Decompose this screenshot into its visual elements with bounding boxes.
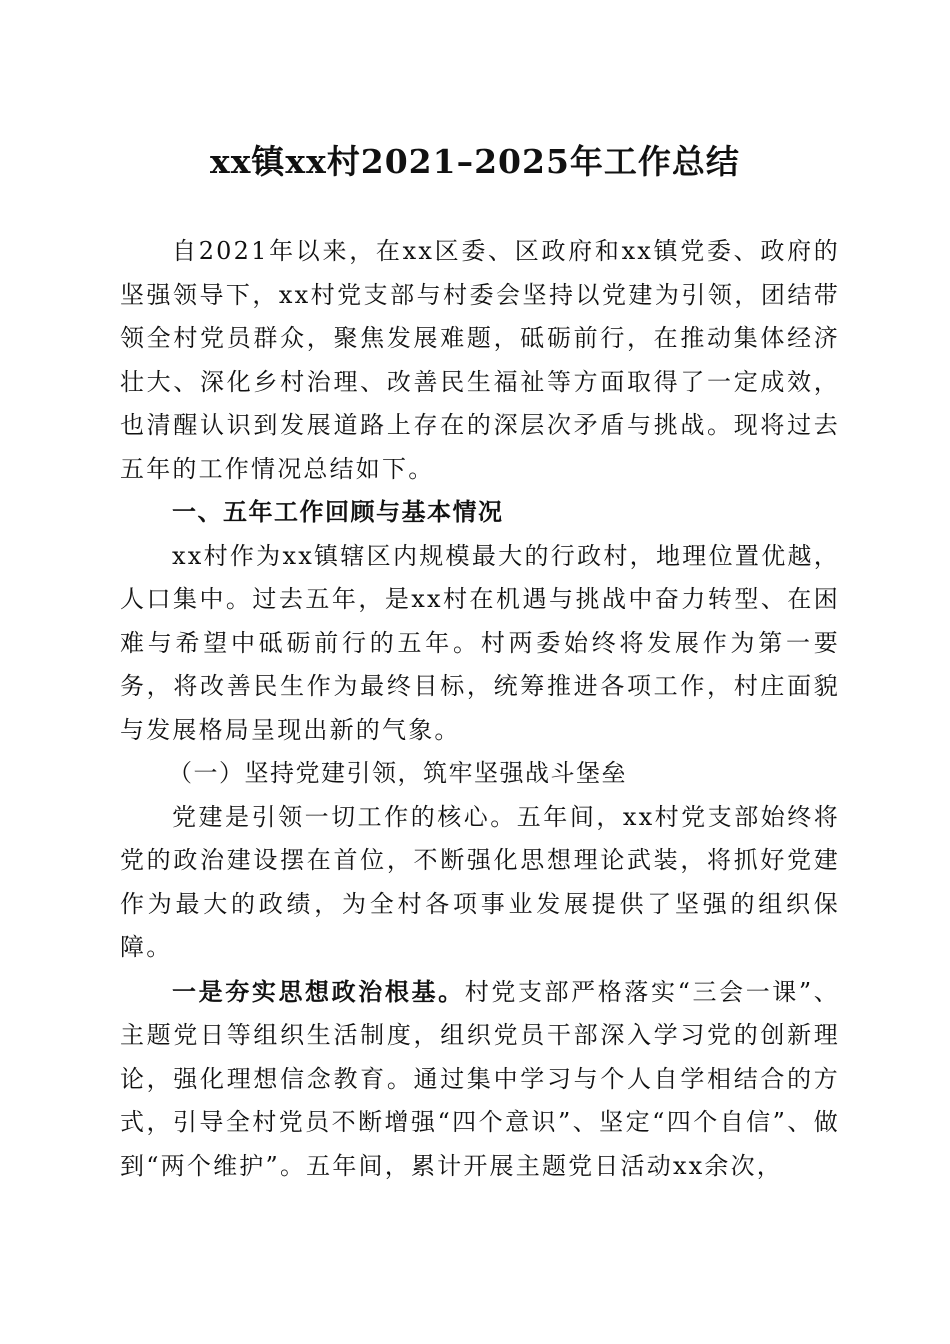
- point-ideology-text: 村党支部严格落实“三会一课”、主题党日等组织生活制度，组织党员干部深入学习党的创新理论，强化理想信念教育。通过集中学习与个人自学相结合的方式，引导全村党员不断增强“四个意识”、坚定“四个自信”、做到“两个维护”。五年间，累计开展主题党日活动xx余次，: [120, 977, 840, 1180]
- subsection-party-building-paragraph: 党建是引领一切工作的核心。五年间，xx村党支部始终将党的政治建设摆在首位，不断强化思想理论武装，将抓好党建作为最大的政绩，为全村各项事业发展提供了坚强的组织保障。: [120, 802, 840, 961]
- document-body: [120, 230, 840, 1188]
- section-heading-review: 一、五年工作回顾与基本情况: [172, 498, 504, 526]
- point-ideology-lead: 一是夯实思想政治根基。: [172, 976, 465, 1006]
- intro-paragraph: 自2021年以来，在xx区委、区政府和xx镇党委、政府的坚强领导下，xx村党支部与村委会坚持以党建为引领，团结带领全村党员群众，聚焦发展难题，砥砺前行，在推动集体经济壮大、深化乡村治理、改善民生福祉等方面取得了一定成效，也清醒认识到发展道路上存在的深层次矛盾与挑战。现将过去五年的工作情况总结如下。: [120, 237, 840, 483]
- point-ideology-paragraph: [120, 970, 840, 1189]
- section-review-paragraph: xx村作为xx镇辖区内规模最大的行政村，地理位置优越，人口集中。过去五年，是xx村在机遇与挑战中奋力转型、在困难与希望中砥砺前行的五年。村两委始终将发展作为第一要务，将改善民生作为最终目标，统筹推进各项工作，村庄面貌与发展格局呈现出新的气象。: [120, 541, 840, 744]
- document-title: xx镇xx村2021–2025年工作总结: [210, 142, 740, 181]
- subsection-heading-party-building: （一）坚持党建引领，筑牢坚强战斗堡垒: [168, 759, 627, 787]
